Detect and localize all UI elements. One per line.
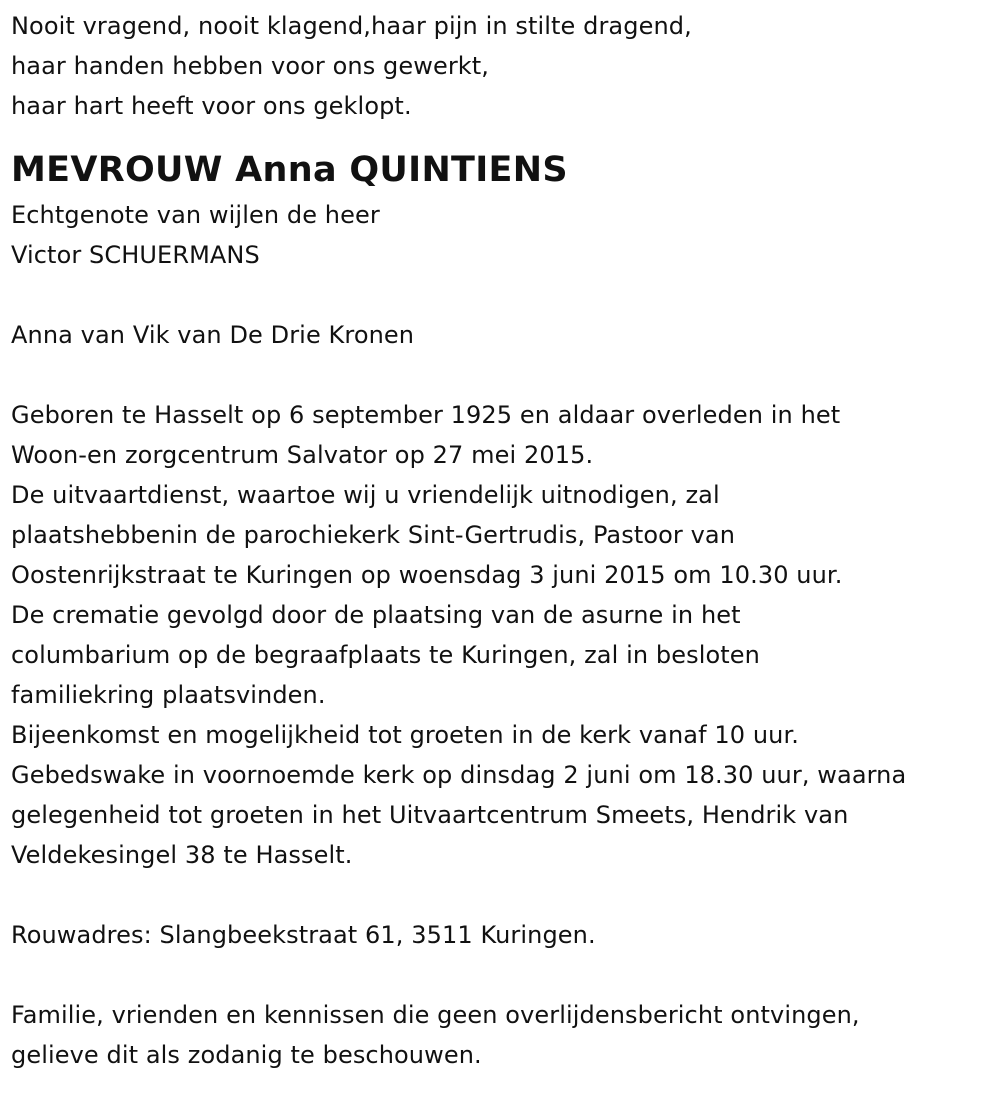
details-line: columbarium op de begraafplaats te Kuringen, zal in besloten [11,641,760,669]
details-line: plaatshebbenin de parochiekerk Sint-Gertrudis, Pastoor van [11,521,736,549]
spacer [11,955,1000,995]
details-line: familiekring plaatsvinden. [11,681,326,709]
details-line: Oostenrijkstraat te Kuringen op woensdag 3 juni 2015 om 10.30 uur. [11,561,843,589]
poem-block [11,6,1000,126]
poem-line: haar handen hebben voor ons gewerkt, [11,52,490,80]
nickname-line: Anna van Vik van De Drie Kronen [11,321,415,349]
spacer [11,355,1000,395]
mourning-address: Rouwadres: Slangbeekstraat 61, 3511 Kuringen. [11,921,596,949]
details-line: gelegenheid tot groeten in het Uitvaartcentrum Smeets, Hendrik van [11,801,849,829]
obituary-notice [0,6,1000,1116]
details-line: Bijeenkomst en mogelijkheid tot groeten in de kerk vanaf 10 uur. [11,721,799,749]
details-line: Gebedswake in voornoemde kerk op dinsdag 2 juni om 18.30 uur, waarna [11,761,907,789]
deceased-name: MEVROUW Anna QUINTIENS [11,150,568,190]
details-block [11,395,1000,875]
spouse-block [11,195,1000,275]
spacer [11,875,1000,915]
details-line: De uitvaartdienst, waartoe wij u vriendelijk uitnodigen, zal [11,481,720,509]
spouse-line: Echtgenote van wijlen de heer [11,201,380,229]
spouse-name: Victor SCHUERMANS [11,241,260,269]
details-line: De crematie gevolgd door de plaatsing van de asurne in het [11,601,741,629]
details-line: Veldekesingel 38 te Hasselt. [11,841,353,869]
closing-block [11,995,1000,1075]
spacer [11,275,1000,315]
details-line: Woon-en zorgcentrum Salvator op 27 mei 2015. [11,441,594,469]
details-line: Geboren te Hasselt op 6 september 1925 en aldaar overleden in het [11,401,841,429]
closing-line: gelieve dit als zodanig te beschouwen. [11,1041,482,1069]
poem-line: Nooit vragend, nooit klagend,haar pijn in stilte dragend, [11,12,692,40]
closing-line: Familie, vrienden en kennissen die geen overlijdensbericht ontvingen, [11,1001,860,1029]
poem-line: haar hart heeft voor ons geklopt. [11,92,412,120]
